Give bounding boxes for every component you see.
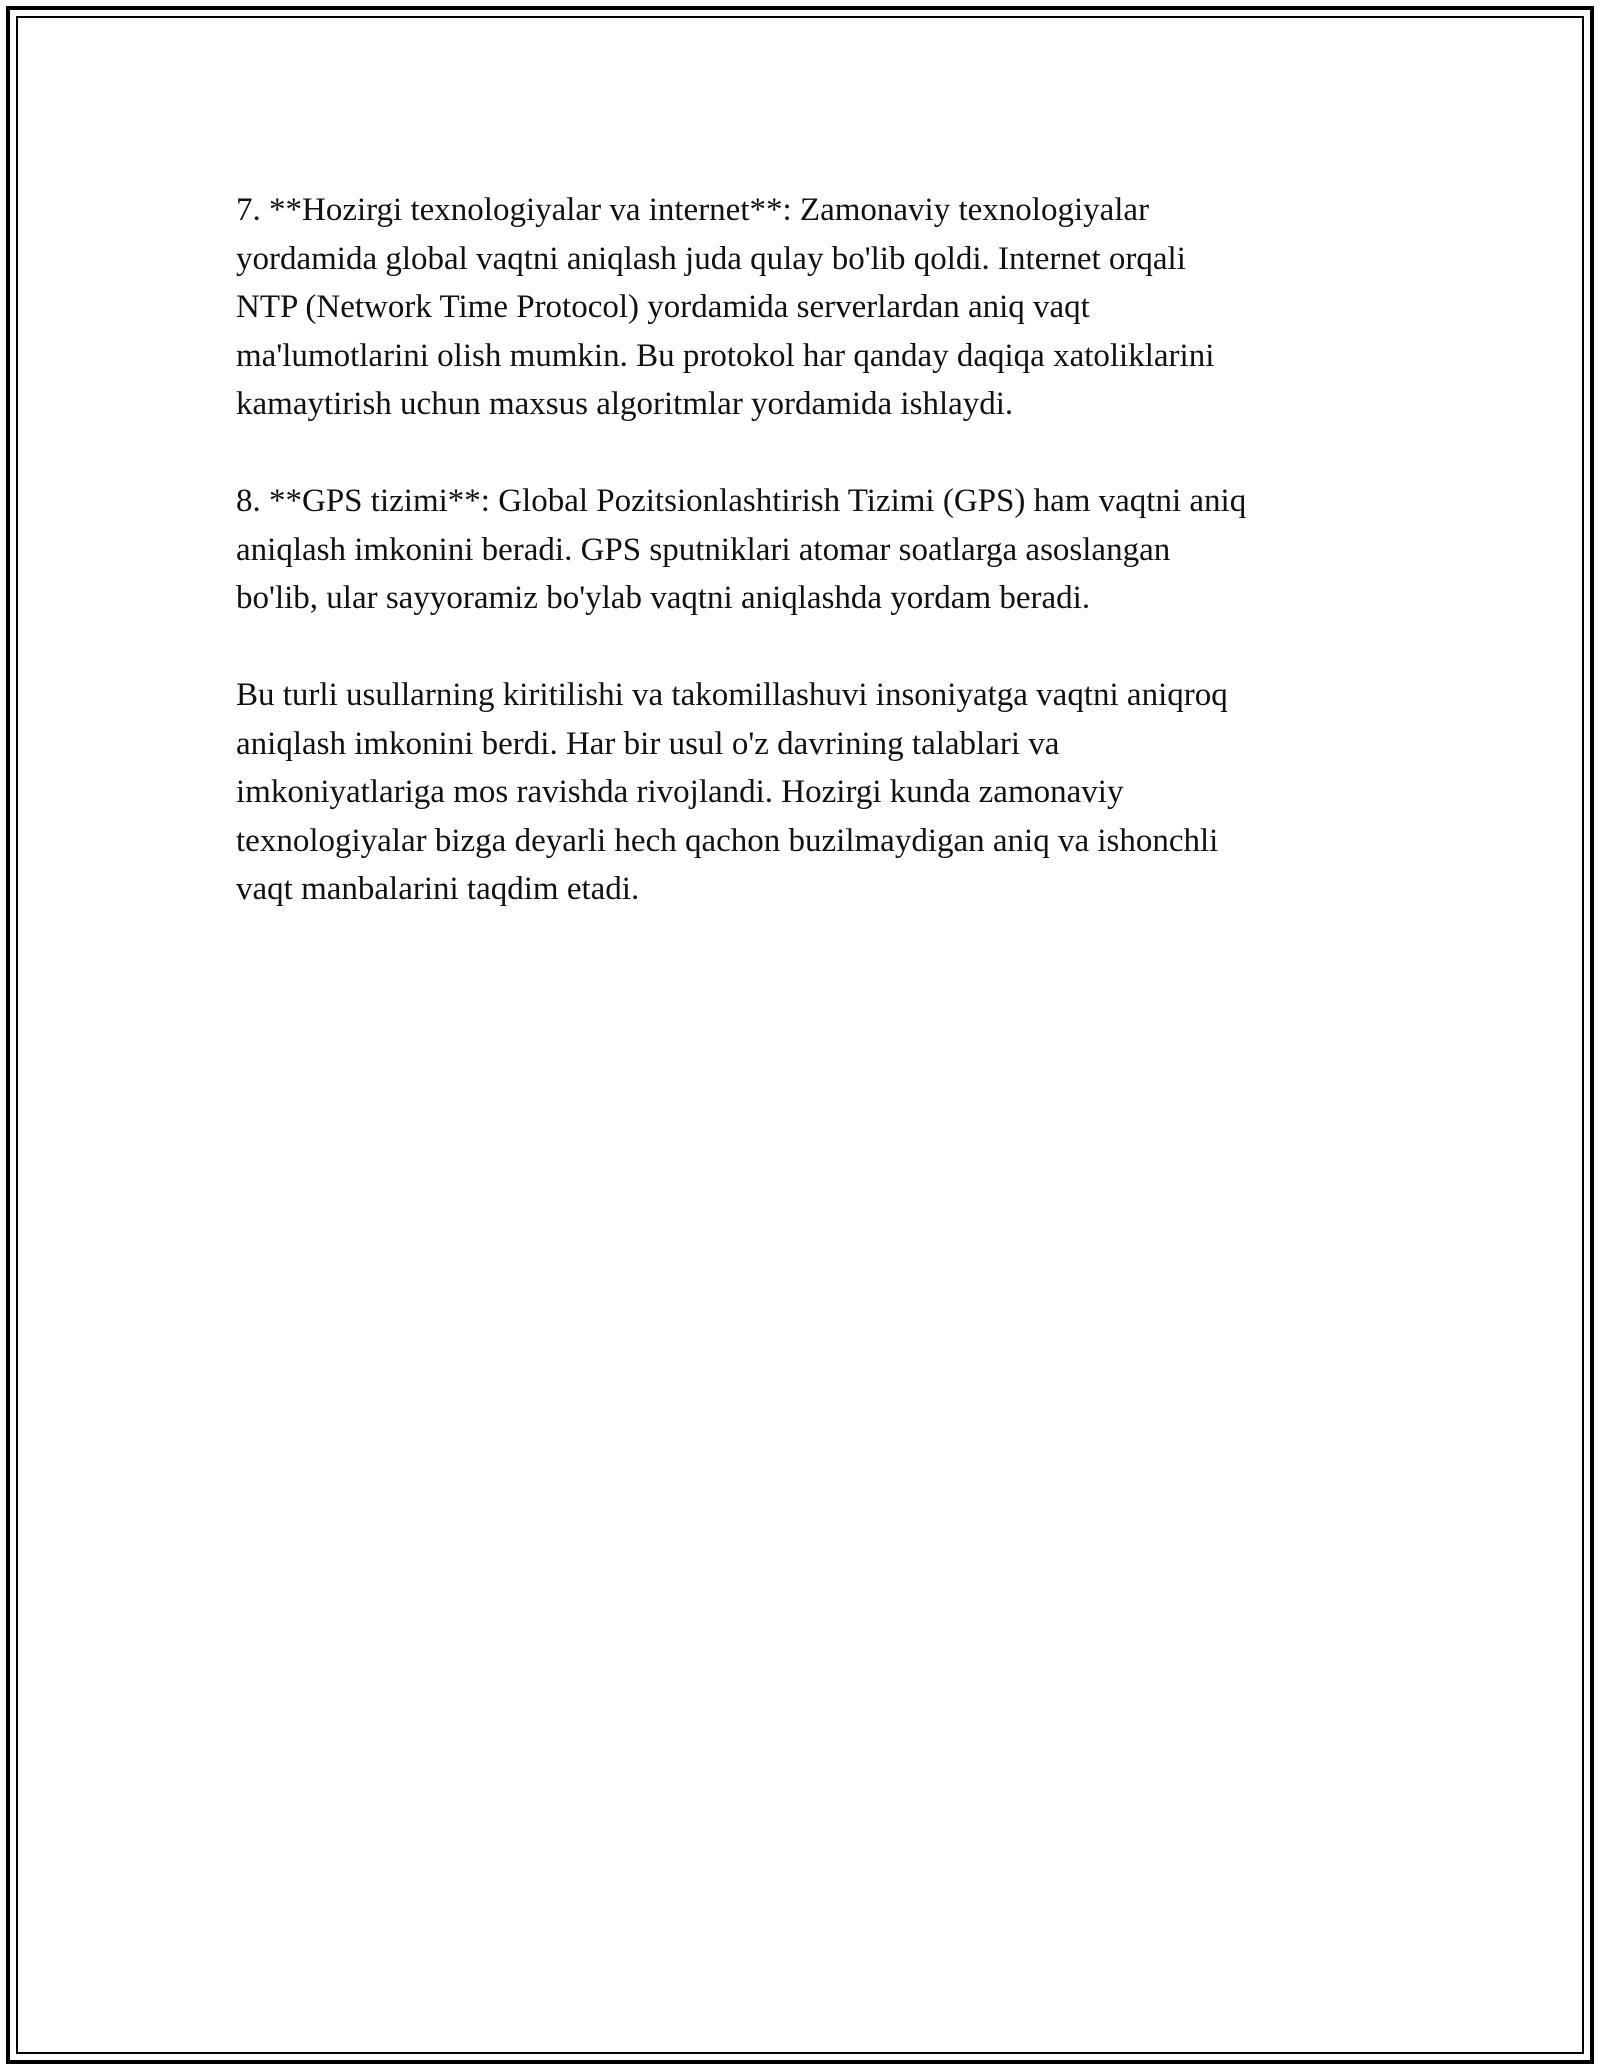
paragraph-conclusion [236,671,1366,914]
text-line: kamaytirish uchun maxsus algoritmlar yordamida ishlaydi. [236,386,1014,422]
text-line: vaqt manbalarini taqdim etadi. [236,871,640,907]
text-line: Bu turli usullarning kiritilishi va takomillashuvi insoniyatga vaqtni aniqroq [236,677,1228,713]
paragraph-gps [236,477,1366,623]
text-line: ma'lumotlarini olish mumkin. Bu protokol har qanday daqiqa xatoliklarini [236,337,1215,374]
document-body [236,186,1366,962]
text-line: 8. **GPS tizimi**: Global Pozitsionlashtirish Tizimi (GPS) ham vaqtni aniq [236,483,1247,519]
paragraph-ntp [236,186,1366,429]
text-line: 7. **Hozirgi texnologiyalar va internet**: Zamonaviy texnologiyalar [236,192,1150,228]
text-line: aniqlash imkonini berdi. Har bir usul o'z davrining talablari va [236,725,1060,762]
text-line: aniqlash imkonini beradi. GPS sputniklari atomar soatlarga asoslangan [236,531,1171,568]
text-line: imkoniyatlariga mos ravishda rivojlandi. Hozirgi kunda zamonaviy [236,774,1124,810]
text-line: bo'lib, ular sayyoramiz bo'ylab vaqtni aniqlashda yordam beradi. [236,580,1091,616]
text-line: yordamida global vaqtni aniqlash juda qulay bo'lib qoldi. Internet orqali [236,240,1186,277]
text-line: texnologiyalar bizga deyarli hech qachon buzilmaydigan aniq va ishonchli [236,822,1219,859]
text-line: NTP (Network Time Protocol) yordamida serverlardan aniq vaqt [236,289,1090,325]
